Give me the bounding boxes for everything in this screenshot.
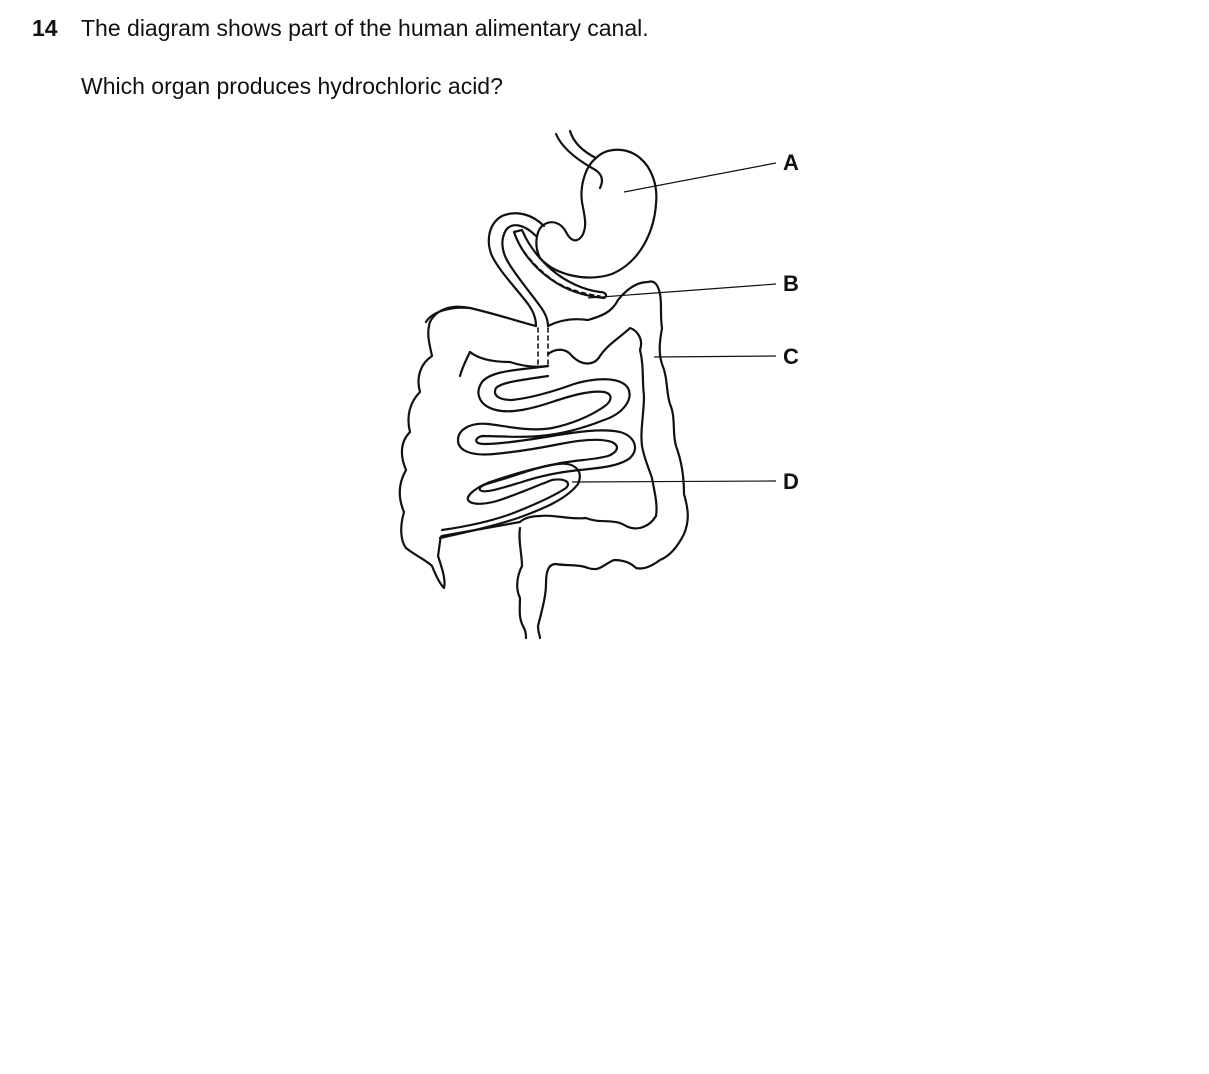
leader-line-d: [572, 481, 776, 482]
label-c: C: [783, 344, 799, 369]
question-number: 14: [32, 15, 58, 41]
label-a: A: [783, 150, 799, 175]
stomach: [536, 150, 656, 278]
leader-line-b: [588, 284, 776, 298]
leader-line-c: [654, 356, 776, 357]
label-d: D: [783, 469, 799, 494]
small-intestine: [440, 366, 635, 538]
question-stem: The diagram shows part of the human alimentary canal.: [81, 15, 649, 41]
label-b: B: [783, 271, 799, 296]
question-prompt: Which organ produces hydrochloric acid?: [81, 73, 503, 99]
leader-line-a: [624, 163, 776, 192]
pancreas: [514, 230, 606, 298]
